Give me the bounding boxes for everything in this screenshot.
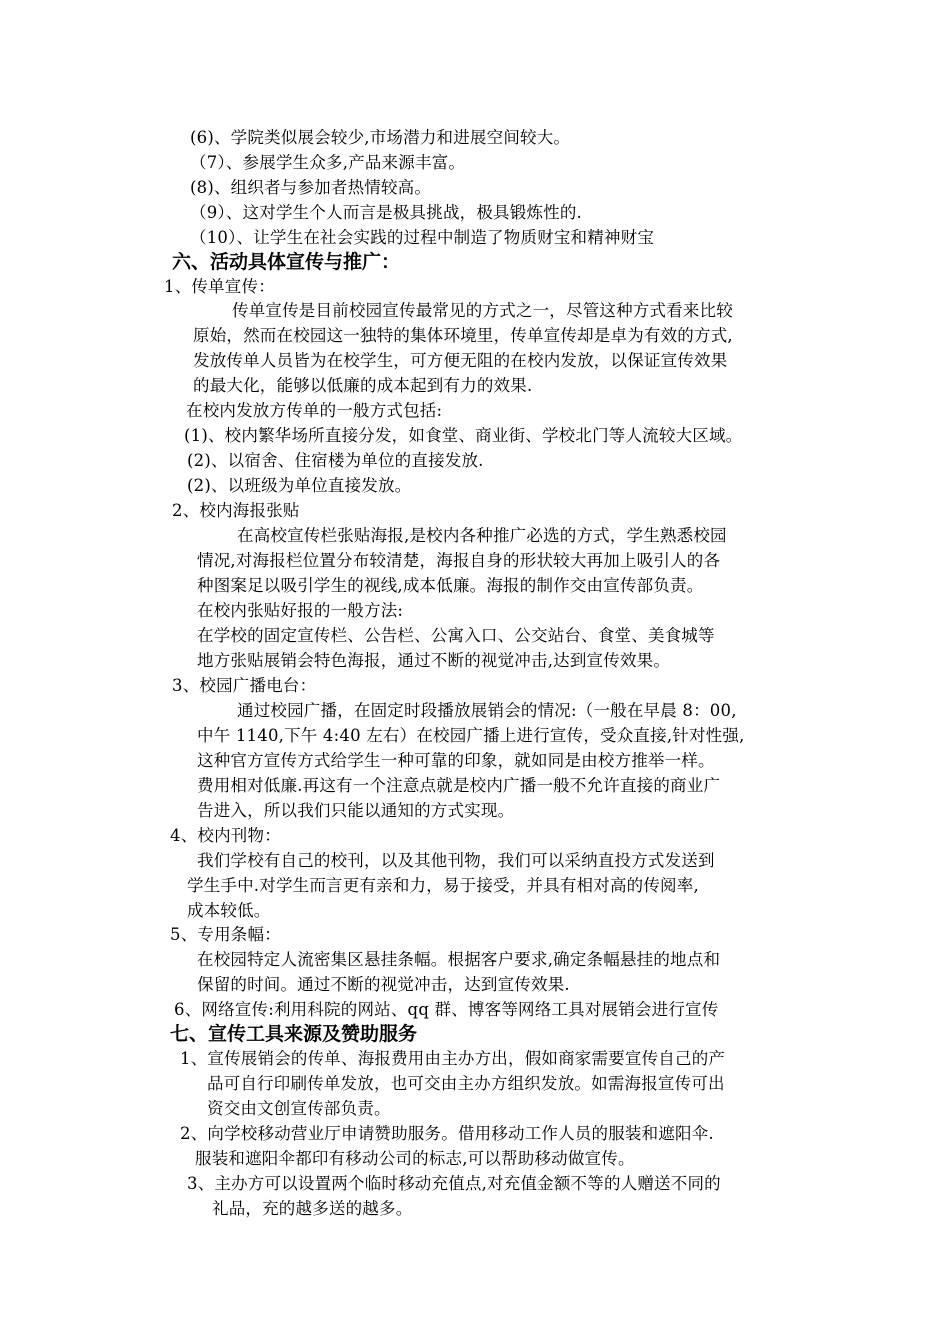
s7-p2-line: 服装和遮阳伞都印有移动公司的标志,可以帮助移动做宣传。 bbox=[195, 1149, 635, 1168]
s1-item: (2)、以宿舍、住宿楼为单位的直接发放. bbox=[187, 451, 484, 470]
s7-p1-line: 品可自行印刷传单发放，也可交由主办方组织发放。如需海报宣传可出 bbox=[207, 1074, 725, 1093]
s7-p3-line: 3、主办方可以设置两个临时移动充值点,对充值金额不等的人赠送不同的 bbox=[187, 1174, 721, 1193]
s2-title: 2、校内海报张贴 bbox=[172, 501, 300, 520]
s2-method-line: 地方张贴展销会特色海报，通过不断的视觉冲击,达到宣传效果。 bbox=[197, 651, 671, 670]
s3-para-line: 中午 1140,下午 4:40 左右）在校园广播上进行宣传，受众直接,针对性强, bbox=[197, 726, 745, 745]
s5-title: 5、专用条幅： bbox=[170, 925, 281, 944]
s1-title: 1、传单宣传： bbox=[164, 277, 275, 296]
s2-method-line: 在学校的固定宣传栏、公告栏、公寓入口、公交站台、食堂、美食城等 bbox=[197, 626, 715, 645]
s3-para-line: 这种官方宣传方式给学生一种可靠的印象，就如同是由校方推举一样。 bbox=[197, 751, 715, 770]
s3-title: 3、校园广播电台： bbox=[172, 676, 317, 695]
s5-para-line: 保留的时间。通过不断的视觉冲击，达到宣传效果. bbox=[197, 975, 570, 994]
section-6-heading: 六、活动具体宣传与推广： bbox=[172, 251, 401, 273]
s1-intro: 在校内发放方传单的一般方式包括: bbox=[186, 401, 443, 420]
s2-intro: 在校内张贴好报的一般方法: bbox=[197, 601, 404, 620]
s2-para-line: 在高校宣传栏张贴海报,是校内各种推广必选的方式，学生熟悉校园 bbox=[237, 526, 727, 545]
s7-p1-line: 1、宣传展销会的传单、海报费用由主办方出，假如商家需要宣传自己的产 bbox=[180, 1049, 726, 1068]
s3-para-line: 告进入，所以我们只能以通知的方式实现。 bbox=[197, 801, 515, 820]
s7-p2-line: 2、向学校移动营业厅申请赞助服务。借用移动工作人员的服装和遮阳伞. bbox=[180, 1124, 714, 1143]
s7-p3-line: 礼品，充的越多送的越多。 bbox=[212, 1199, 413, 1218]
s2-para-line: 种图案足以吸引学生的视线,成本低廉。海报的制作交由宣传部负责。 bbox=[197, 576, 704, 595]
s2-para-line: 情况,对海报栏位置分布较清楚，海报自身的形状较大再加上吸引人的各 bbox=[197, 551, 721, 570]
advantage-item-10: （10）、让学生在社会实践的过程中制造了物质财宝和精神财宝 bbox=[190, 228, 655, 247]
s3-para-line: 通过校园广播，在固定时段播放展销会的情况:（一般在早晨 8：00, bbox=[237, 701, 737, 720]
s4-para-line: 学生手中.对学生而言更有亲和力，易于接受，并具有相对高的传阅率, bbox=[187, 876, 699, 895]
s4-title: 4、校内刊物： bbox=[170, 826, 281, 845]
s1-para-line: 传单宣传是目前校园宣传最常见的方式之一，尽管这种方式看来比较 bbox=[232, 301, 733, 320]
s1-para-line: 原始，然而在校园这一独特的集体环境里，传单宣传却是卓为有效的方式, bbox=[193, 326, 733, 345]
section-7-heading: 七、宣传工具来源及赞助服务 bbox=[170, 1023, 418, 1045]
advantage-item-8: (8)、组织者与参加者热情较高。 bbox=[190, 178, 432, 197]
advantage-item-9: （9）、这对学生个人而言是极具挑战，极具锻炼性的. bbox=[190, 203, 582, 222]
s1-para-line: 发放传单人员皆为在校学生，可方便无阻的在校内发放，以保证宣传效果 bbox=[193, 351, 728, 370]
s5-para-line: 在校园特定人流密集区悬挂条幅。根据客户要求,确定条幅悬挂的地点和 bbox=[197, 950, 721, 969]
s7-p1-line: 资交由文创宣传部负责。 bbox=[207, 1099, 391, 1118]
s6-line: 6、网络宣传:利用科院的网站、qq 群、博客等网络工具对展销会进行宣传 bbox=[174, 1000, 719, 1019]
s1-item: (2)、以班级为单位直接发放。 bbox=[187, 476, 412, 495]
s4-para-line: 成本较低。 bbox=[187, 901, 271, 920]
s4-para-line: 我们学校有自己的校刊，以及其他刊物，我们可以采纳直投方式发送到 bbox=[197, 851, 715, 870]
advantage-item-6: (6)、学院类似展会较少,市场潜力和进展空间较大。 bbox=[190, 128, 571, 147]
advantage-item-7: （7）、参展学生众多,产品来源丰富。 bbox=[190, 153, 466, 172]
s1-para-line: 的最大化，能够以低廉的成本起到有力的效果. bbox=[193, 376, 533, 395]
s1-item: (1)、校内繁华场所直接分发，如食堂、商业街、学校北门等人流较大区域。 bbox=[184, 426, 743, 445]
s3-para-line: 费用相对低廉.再这有一个注意点就是校内广播一般不允许直接的商业广 bbox=[197, 776, 721, 795]
